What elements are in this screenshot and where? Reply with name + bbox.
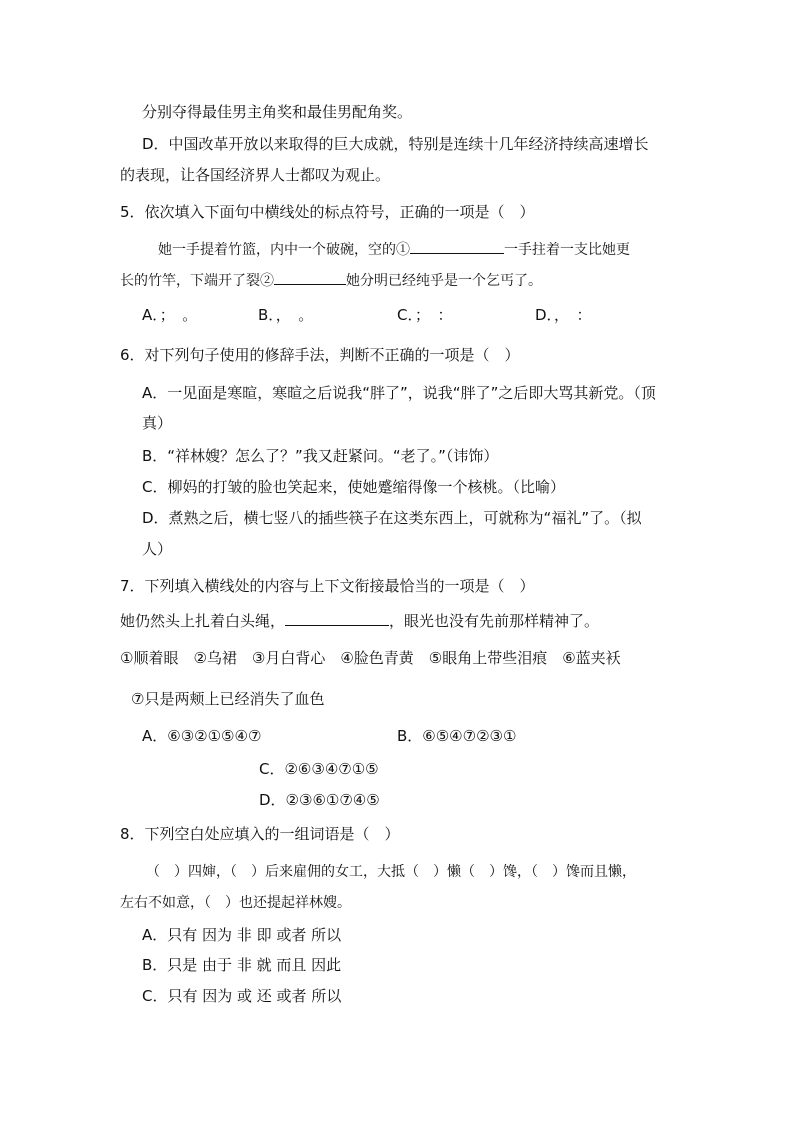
- text-line: 的表现，让各国经济界人士都叹为观止。: [120, 166, 391, 184]
- text-line: 分别夺得最佳男主角奖和最佳男配角奖。: [142, 103, 413, 121]
- question-8-passage-line-1: （ ）四婶，（ ）后来雇佣的女工，大抵（ ）懒（ ）馋，（ ）馋而且懒，: [146, 864, 636, 880]
- q5-option-c: C．； ：: [397, 306, 453, 324]
- sentence-text: 她仍然头上扎着白头绳，: [120, 612, 286, 630]
- q6-option-a-cont: 真）: [142, 414, 173, 432]
- option-d-line: D．中国改革开放以来取得的巨大成就，特别是连续十几年经济持续高速增长: [142, 135, 649, 153]
- blank-1: [410, 239, 504, 254]
- passage-text: 一手拄着一支比她更: [504, 242, 630, 258]
- q5-option-b: B．， 。: [258, 306, 314, 324]
- q6-option-c: C．柳妈的打皱的脸也笑起来，使她蹙缩得像一个核桃。（比喻）: [142, 478, 565, 496]
- blank-2: [274, 270, 346, 285]
- q6-option-a: A．一见面是寒暄，寒暄之后说我“胖了”，说我“胖了”之后即大骂其新党。（顶: [142, 384, 656, 402]
- q7-choices-line: ①顺着眼 ②乌裙 ③月白背心 ④脸色青黄 ⑤眼角上带些泪痕 ⑥蓝夹袄: [120, 649, 621, 667]
- question-7-sentence: [120, 611, 599, 631]
- question-8-passage-line-2: 左右不如意，（ ）也还提起祥林嫂。: [120, 895, 351, 911]
- q7-option-b: B．⑥⑤④⑦②③①: [397, 727, 517, 745]
- q7-choices-line-2: ⑦只是两颊上已经消失了血色: [131, 690, 325, 708]
- question-5-passage-line-1: [158, 239, 630, 260]
- q8-option-b: B．只是 由于 非 就 而且 因此: [142, 956, 342, 974]
- q8-option-a: A．只有 因为 非 即 或者 所以: [142, 926, 342, 944]
- passage-text: 她一手提着竹篮，内中一个破碗，空的①: [158, 242, 410, 258]
- question-7-title: 7．下列填入横线处的内容与上下文衔接最恰当的一项是（ ）: [120, 577, 535, 595]
- passage-text: 她分明已经纯乎是一个乞丐了。: [346, 273, 542, 289]
- sentence-text: ，眼光也没有先前那样精神了。: [389, 612, 600, 630]
- q6-option-d-cont: 人）: [142, 540, 173, 558]
- question-8-title: 8．下列空白处应填入的一组词语是（ ）: [120, 825, 400, 843]
- question-6-title: 6．对下列句子使用的修辞手法，判断不正确的一项是（ ）: [120, 346, 520, 364]
- q7-option-a: A．⑥③②①⑤④⑦: [142, 727, 262, 745]
- q5-option-d: D．， ：: [535, 306, 592, 324]
- q6-option-d: D．煮熟之后，横七竖八的插些筷子在这类东西上，可就称为“福礼”了。（拟: [142, 509, 642, 527]
- blank: [285, 611, 389, 626]
- q6-option-b: B．“祥林嫂？怎么了？”我又赶紧问。“老了。”（讳饰）: [142, 447, 499, 465]
- question-5-passage-line-2: [120, 270, 542, 291]
- q7-option-c: C．②⑥③④⑦①⑤: [259, 760, 379, 778]
- q5-option-a: A．； 。: [142, 306, 198, 324]
- passage-text: 长的竹竿，下端开了裂②: [120, 273, 274, 289]
- q8-option-c: C．只有 因为 或 还 或者 所以: [142, 987, 342, 1005]
- q7-option-d: D．②③⑥①⑦④⑤: [259, 791, 380, 809]
- question-5-title: 5．依次填入下面句中横线处的标点符号，正确的一项是（ ）: [120, 203, 535, 221]
